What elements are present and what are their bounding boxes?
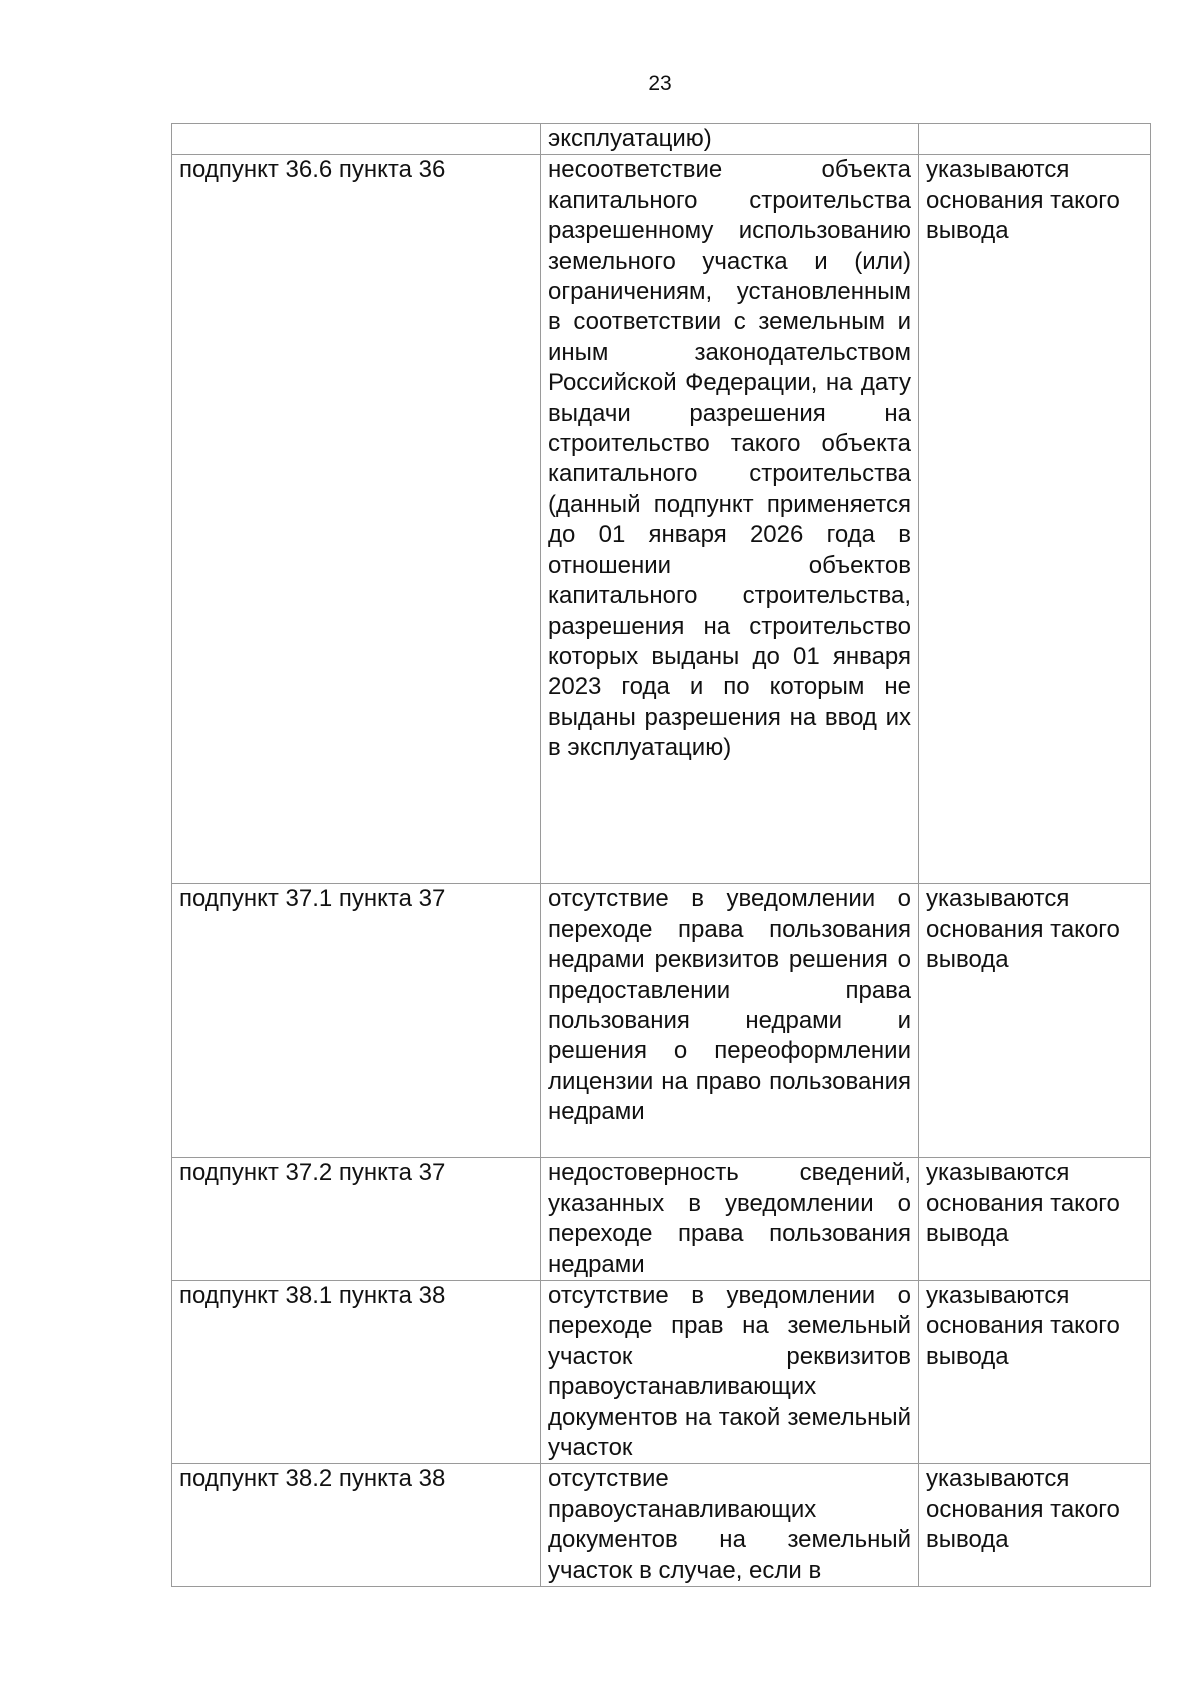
note-cell: указываются основания такого вывода	[919, 1158, 1151, 1281]
reason-cell: несоответствие объекта капитального строительства разрешенному использованию земельного участка и (или) ограничениям, установленным в соответствии с земельным и иным законодательством Российской Федерации, на дату выдачи разрешения на строительство такого объекта капитального строительства (данный подпункт применяется до 01 января 2026 года в отношении объектов капитального строительства, разрешения на строительство которых выданы до 01 января 2023 года и по которым не выданы разрешения на ввод их в эксплуатацию)	[541, 155, 919, 884]
clause-ref-cell: подпункт 38.2 пункта 38	[172, 1464, 541, 1587]
note-cell: указываются основания такого вывода	[919, 1464, 1151, 1587]
reason-cell: отсутствие правоустанавливающих документов на земельный участок в случае, если в	[541, 1464, 919, 1587]
reason-cell: эксплуатацию)	[541, 124, 919, 155]
table-row	[172, 1281, 1151, 1464]
table-row	[172, 884, 1151, 1158]
note-cell: указываются основания такого вывода	[919, 884, 1151, 1158]
note-cell: указываются основания такого вывода	[919, 155, 1151, 884]
reason-cell: отсутствие в уведомлении о переходе права пользования недрами реквизитов решения о предоставлении права пользования недрами и решения о переоформлении лицензии на право пользования недрами	[541, 884, 919, 1158]
note-cell: указываются основания такого вывода	[919, 1281, 1151, 1464]
clause-ref-cell: подпункт 38.1 пункта 38	[172, 1281, 541, 1464]
table-row	[172, 1158, 1151, 1281]
table-row	[172, 155, 1151, 884]
clause-ref-cell: подпункт 37.1 пункта 37	[172, 884, 541, 1158]
table-row	[172, 1464, 1151, 1587]
clause-ref-cell: подпункт 36.6 пункта 36	[172, 155, 541, 884]
clause-ref-cell	[172, 124, 541, 155]
document-table	[171, 123, 1151, 1587]
reason-cell: отсутствие в уведомлении о переходе прав на земельный участок реквизитов правоустанавливающих документов на такой земельный участок	[541, 1281, 919, 1464]
reason-cell: недостоверность сведений, указанных в уведомлении о переходе права пользования недрами	[541, 1158, 919, 1281]
page-number: 23	[648, 72, 672, 95]
note-cell	[919, 124, 1151, 155]
clause-ref-cell: подпункт 37.2 пункта 37	[172, 1158, 541, 1281]
table-row	[172, 124, 1151, 155]
